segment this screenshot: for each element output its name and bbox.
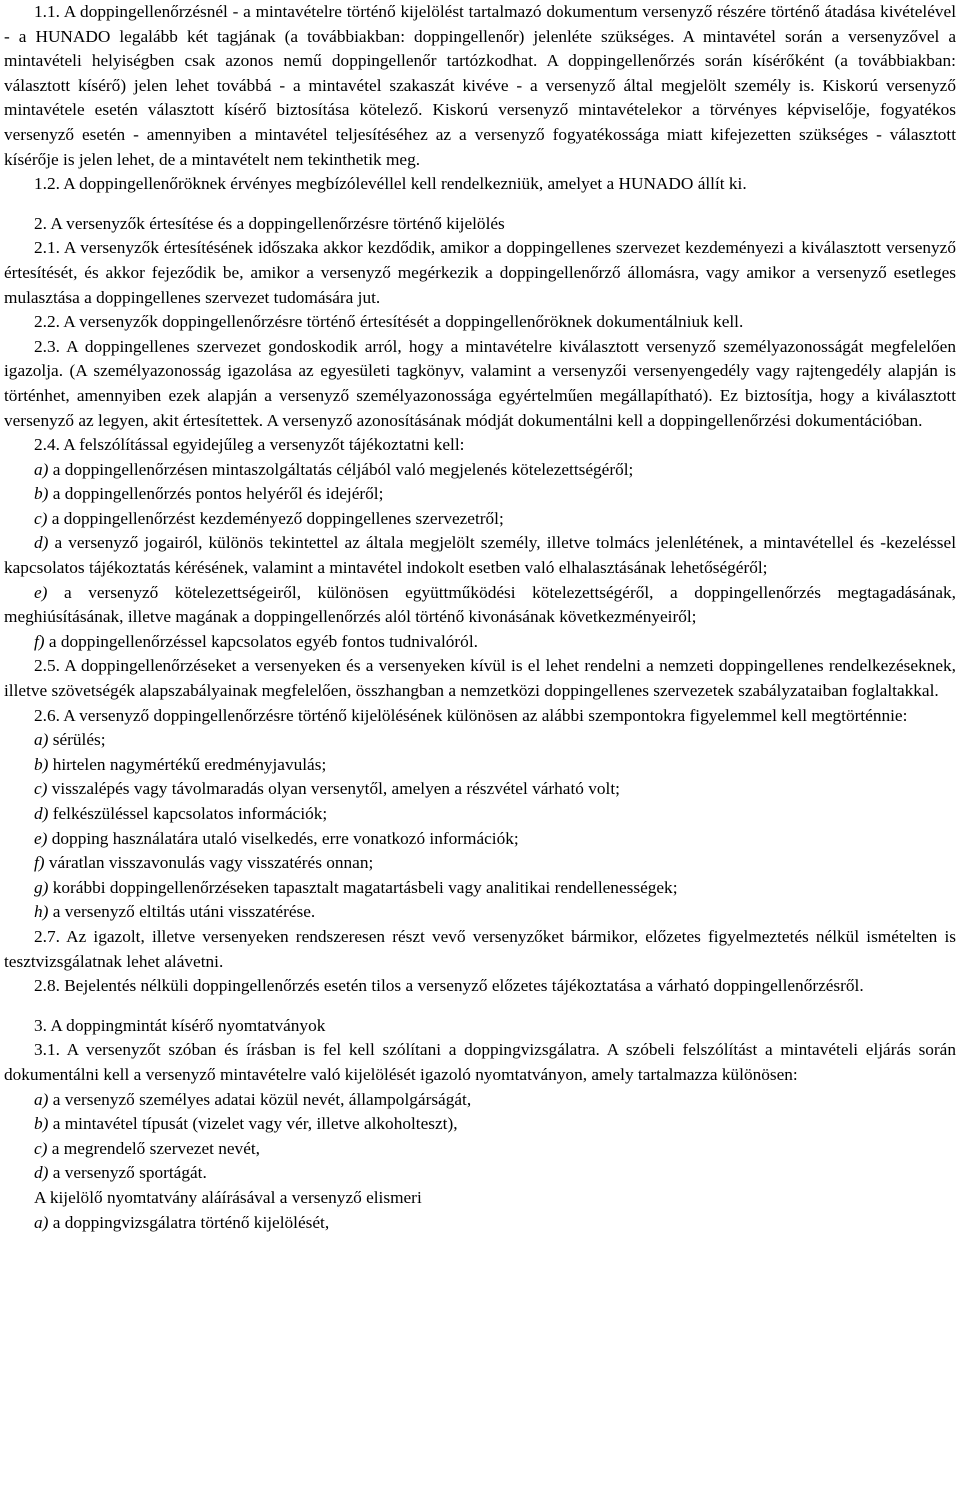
list-item-text: a mintavétel típusát (vizelet vagy vér, illetve alkoholteszt),: [52, 1114, 458, 1134]
list-item-label: c): [34, 1138, 48, 1158]
list-item: [34, 1161, 956, 1186]
list-item-label: a): [34, 1212, 49, 1232]
spacer: [4, 999, 956, 1014]
list-2-6: [4, 728, 956, 925]
paragraph-3-2: A kijelölő nyomtatvány aláírásával a versenyző elismeri: [34, 1187, 422, 1207]
list-item: [34, 507, 956, 532]
list-item: [34, 753, 956, 778]
list-item: [34, 1211, 956, 1236]
list-item-text: dopping használatára utaló viselkedés, erre vonatkozó információk;: [51, 828, 519, 848]
list-item-label: b): [34, 484, 49, 504]
list-item-label: a): [34, 730, 49, 750]
paragraph-2-2: 2.2. A versenyzők doppingellenőrzésre történő értesítését a doppingellenőröknek dokumentálniuk kell.: [34, 312, 744, 332]
section-heading-3: 3. A doppingmintát kísérő nyomtatványok: [34, 1015, 326, 1035]
list-item: [34, 876, 956, 901]
list-item: [4, 531, 956, 580]
list-item-label: c): [34, 508, 48, 528]
list-item-label: b): [34, 1114, 49, 1134]
paragraph-2-7: 2.7. Az igazolt, illetve versenyeken rendszeresen részt vevő versenyzőket bármikor, előzetes figyelmeztetés nélkül ismételten is tesztvizsgálatnak lehet alávetni.: [4, 926, 956, 971]
list-item: [34, 1088, 956, 1113]
list-2-4: [4, 458, 956, 655]
list-item-text: a versenyző személyes adatai közül nevét, állampolgárságát,: [52, 1089, 472, 1109]
list-item-label: f): [34, 631, 45, 651]
list-item: [34, 900, 956, 925]
list-item-text: a versenyző jogairól, különös tekintettel az általa megjelölt személy, illetve tolmács jelenlétének, a mintavétellel és -kezeléssel kapcsolatos tájékoztatás kérésének, valamint a mintavétel indokolt esetben való elhalasztásának lehetőségéről;: [4, 533, 956, 578]
paragraph-2-8: 2.8. Bejelentés nélküli doppingellenőrzés esetén tilos a versenyző előzetes tájékoztatása a várható doppingellenőrzésről.: [34, 976, 864, 996]
list-item-label: d): [34, 1163, 49, 1183]
list-item-label: b): [34, 754, 49, 774]
list-item-label: a): [34, 1089, 49, 1109]
list-item-label: g): [34, 877, 49, 897]
list-item: [34, 458, 956, 483]
paragraph-2-6: 2.6. A versenyző doppingellenőrzésre történő kijelölésének különösen az alábbi szempontokra figyelemmel kell megtörténnie:: [34, 705, 908, 725]
paragraph-3-1: 3.1. A versenyzőt szóban és írásban is fel kell szólítani a doppingvizsgálatra. A szóbeli felszólítást a mintavételi eljárás során dokumentálni kell a versenyző mintavételre való kijelölését igazoló nyomtatványon, amely tartalmazza különösen:: [4, 1040, 956, 1084]
paragraph-2-4: 2.4. A felszólítással egyidejűleg a versenyzőt tájékoztatni kell:: [34, 435, 465, 455]
list-item-label: e): [34, 828, 48, 848]
list-item: [34, 1112, 956, 1137]
list-3-2: [4, 1211, 956, 1236]
list-item-text: a doppingellenőrzést kezdeményező doppingellenes szervezetről;: [51, 508, 504, 528]
list-item-text: hirtelen nagymértékű eredményjavulás;: [52, 754, 327, 774]
list-item-text: váratlan visszavonulás vagy visszatérés onnan;: [48, 853, 374, 873]
list-item-label: d): [34, 533, 49, 553]
list-item-text: visszalépés vagy távolmaradás olyan versenytől, amelyen a részvétel várható volt;: [51, 779, 620, 799]
list-item-label: c): [34, 779, 48, 799]
section-heading-2: 2. A versenyzők értesítése és a doppingellenőrzésre történő kijelölés: [34, 213, 505, 233]
list-item: [34, 851, 956, 876]
paragraph-1-1: 1.1. A doppingellenőrzésnél - a mintavételre történő kijelölést tartalmazó dokumentum versenyző részére történő átadása kivételével - a HUNADO legalább két tagjának (a továbbiakban: doppingellenőr) jelenléte szükséges. A mintavétel során a versenyzővel a mintavételi helyiségben csak azonos nemű doppingellenőr tartózkodhat. A doppingellenőrzés során kísérőként (a továbbiakban: választott kísérő) jelen lehet továbbá - a mintavétel szakaszát kivéve - a versenyző által megjelölt személy is. Kiskorú versenyző mintavétele esetén választott kísérő biztosítása kötelező. Kiskorú versenyző mintavételekor a törvényes képviselője, fogyatékos versenyző esetén - amennyiben a mintavétel teljesítéséhez az a versenyző fogyatékossága miatt kifejezetten szükséges - választott kísérője is jelen lehet, de a mintavételt nem tekinthetik meg.: [4, 2, 956, 169]
list-item-label: a): [34, 459, 49, 479]
paragraph-2-1: 2.1. A versenyzők értesítésének időszaka akkor kezdődik, amikor a doppingellenes szervezet kezdeményezi a kiválasztott versenyző értesítését, és akkor fejeződik be, amikor a versenyző megérkezik a doppingellenőrző állomásra, vagy amikor a versenyző esetleges mulasztása a doppingellenes szervezet tudomására jut.: [4, 238, 956, 307]
list-3-1: [4, 1088, 956, 1186]
list-item: [34, 630, 956, 655]
list-item: [4, 581, 956, 630]
list-item-text: korábbi doppingellenőrzéseken tapasztalt magatartásbeli vagy analitikai rendellenességek;: [52, 877, 678, 897]
spacer: [4, 197, 956, 212]
list-item-text: a megrendelő szervezet nevét,: [51, 1138, 260, 1158]
list-item: [34, 777, 956, 802]
list-item: [34, 827, 956, 852]
list-item: [34, 1137, 956, 1162]
list-item-text: felkészüléssel kapcsolatos információk;: [52, 804, 328, 823]
list-item-label: f): [34, 853, 45, 873]
list-item-text: a versenyző kötelezettségeiről, különösen együttműködési kötelezettségéről, a doppingellenőrzés megtagadásának, meghiúsításának, illetve magának a doppingellenőrzés alól történő kivonásának következményeiről;: [4, 582, 956, 627]
list-item-text: a doppingellenőrzéssel kapcsolatos egyéb fontos tudnivalóról.: [48, 631, 478, 651]
list-item: [34, 802, 956, 827]
list-item-label: h): [34, 902, 49, 922]
list-item-text: a doppingellenőrzésen mintaszolgáltatás céljából való megjelenés kötelezettségéről;: [52, 459, 634, 479]
list-item-text: sérülés;: [52, 730, 106, 750]
list-item-text: a doppingellenőrzés pontos helyéről és idejéről;: [52, 484, 384, 504]
list-item-text: a versenyző sportágát.: [52, 1163, 207, 1183]
list-item-text: a doppingvizsgálatra történő kijelölését,: [52, 1212, 330, 1232]
list-item: [34, 728, 956, 753]
paragraph-2-3: 2.3. A doppingellenes szervezet gondoskodik arról, hogy a mintavételre kiválasztott versenyző személyazonosságát megfelelően igazolja. (A személyazonosság igazolása az egyesületi tagkönyv, valamint a versenyzői versenyengedély vagy rajtengedély alapján is történhet, amennyiben ezek alapján a versenyző személyazonossága egyértelműen megállapítható). Ez biztosítja, hogy a kiválasztott versenyző az legyen, akit értesítettek. A versenyző azonosításának módját dokumentálni kell a doppingellenőrzési dokumentációban.: [4, 336, 956, 430]
paragraph-2-5: 2.5. A doppingellenőrzéseket a versenyeken és a versenyeken kívül is el lehet rendelni a nemzeti doppingellenes rendelkezéseknek, illetve szövetségék alapszabályainak megfelelően, összhangban a nemzetközi doppingellenes szervezetek szabályzataiban foglaltakkal.: [4, 656, 956, 701]
list-item: [34, 482, 956, 507]
list-item-label: d): [34, 804, 49, 823]
list-item-text: a versenyző eltiltás utáni visszatérése.: [52, 902, 316, 922]
paragraph-1-2: 1.2. A doppingellenőröknek érvényes megbízólevéllel kell rendelkezniük, amelyet a HUNADO állít ki.: [34, 174, 747, 194]
list-item-label: e): [34, 582, 48, 602]
